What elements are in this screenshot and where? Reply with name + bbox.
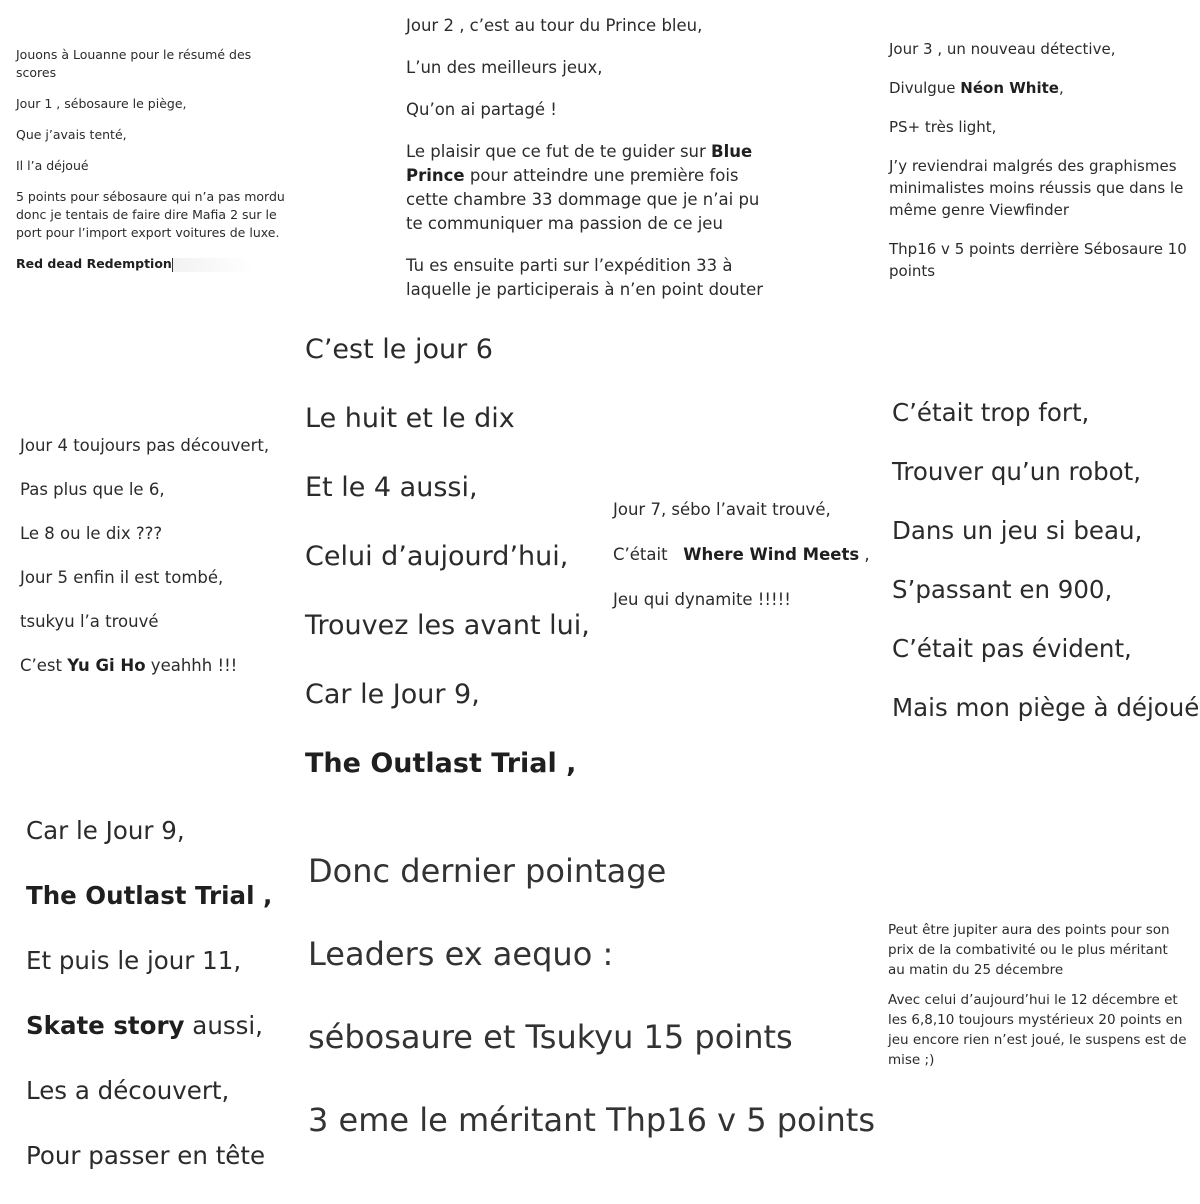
game-title: Yu Gi Ho (67, 656, 146, 675)
text-line: C’était trop fort, (892, 398, 1090, 427)
text-line: Il l’a déjoué (16, 158, 89, 173)
game-title-line (26, 879, 296, 913)
game-title: Skate story (26, 1011, 185, 1040)
text-line: tsukyu l’a trouvé (20, 612, 159, 631)
text-line: Jour 5 enfin il est tombé, (20, 568, 224, 587)
text-line: Car le Jour 9, (305, 679, 480, 710)
game-title: The Outlast Trial , (305, 748, 577, 779)
text-block-day2 (406, 14, 776, 320)
text-line: Jour 3 , un nouveau détective, (889, 40, 1116, 58)
game-title: Where Wind Meets (683, 545, 860, 564)
text-line: Pour passer en tête (26, 1141, 266, 1170)
text-block-robot (892, 396, 1200, 750)
text-block-day6 (305, 332, 615, 815)
scoreboard-line: Leaders ex aequo : (308, 935, 614, 973)
text-line: Jour 1 , sébosaure le piège, (16, 96, 187, 111)
text-run: aussi, (184, 1011, 263, 1040)
text-line: Le 8 ou le dix ??? (20, 524, 163, 543)
text-line: Trouver qu’un robot, (892, 457, 1142, 486)
game-title-line (16, 255, 286, 273)
paragraph: J’y reviendrai malgrés des graphismes minimalistes moins réussis que dans le même genre Viewfinder (889, 157, 1184, 219)
text-line: Celui d’aujourd’hui, (305, 541, 569, 572)
text-block-day1 (16, 46, 286, 286)
text-line: Et le 4 aussi, (305, 472, 478, 503)
text-line: Jour 2 , c’est au tour du Prince bleu, (406, 16, 703, 35)
text-run: Divulgue (889, 79, 961, 97)
text-line: C’était pas évident, (892, 634, 1132, 663)
text-line: PS+ très light, (889, 118, 997, 136)
text-block-day4-5 (20, 434, 290, 698)
text-line: Les a découvert, (26, 1076, 230, 1105)
text-block-scoreboard (308, 850, 878, 1182)
text-line: C’est le jour 6 (305, 334, 493, 365)
text-run: pour atteindre une première fois cette chambre 33 dommage que je n’ai pu te communiquer ma passion de ce jeu (406, 166, 760, 233)
paragraph (406, 140, 776, 236)
text-line: 5 points pour sébosaure qui n’a pas mordu donc je tentais de faire dire Mafia 2 sur le port pour l’import export voitures de luxe. (16, 189, 285, 240)
text-line: Jour 4 toujours pas découvert, (20, 436, 270, 455)
text-cursor-fade (172, 258, 253, 272)
text-line: Qu’on ai partagé ! (406, 100, 557, 119)
scoreboard-heading: Donc dernier pointage (308, 852, 667, 890)
scoreboard-line: 3 eme le méritant Thp16 v 5 points (308, 1101, 876, 1139)
text-line: L’un des meilleurs jeux, (406, 58, 603, 77)
text-run: Le plaisir que ce fut de te guider sur (406, 142, 712, 161)
text-line (889, 77, 1189, 99)
text-line (26, 1009, 296, 1043)
text-run: , (1058, 79, 1064, 97)
text-block-outro (888, 920, 1188, 1080)
text-line: Que j’avais tenté, (16, 127, 127, 142)
paragraph: Peut être jupiter aura des points pour son prix de la combativité ou le plus méritant au matin du 25 décembre (888, 922, 1170, 978)
intro-line: Jouons à Louanne pour le résumé des scores (16, 47, 252, 80)
text-line: Le huit et le dix (305, 403, 515, 434)
text-line: Car le Jour 9, (26, 816, 185, 845)
text-line: Jeu qui dynamite !!!!! (613, 590, 791, 609)
text-line: Pas plus que le 6, (20, 480, 165, 499)
text-block-day7 (613, 498, 883, 633)
text-run: yeahhh !!! (145, 656, 238, 675)
game-title: Red dead Redemption (16, 256, 172, 271)
text-line: Jour 7, sébo l’avait trouvé, (613, 500, 831, 519)
scoreboard-line: sébosaure et Tsukyu 15 points (308, 1018, 793, 1056)
text-run: C’est (20, 656, 68, 675)
score-line: Thp16 v 5 points derrière Sébosaure 10 points (889, 240, 1187, 280)
text-line: S’passant en 900, (892, 575, 1113, 604)
paragraph: Avec celui d’aujourd’hui le 12 décembre et les 6,8,10 toujours mystérieux 20 points en jeu encore rien n’est joué, le suspens est de mise ;) (888, 992, 1187, 1068)
text-line (20, 654, 290, 678)
game-title: Néon White (960, 79, 1059, 97)
text-block-day3 (889, 38, 1189, 299)
text-run: C’était (613, 545, 684, 564)
text-line: Trouvez les avant lui, (305, 610, 590, 641)
game-title-line (305, 746, 615, 782)
game-title: Blue Prince (406, 142, 753, 185)
text-line: Dans un jeu si beau, (892, 516, 1143, 545)
text-run: , (859, 545, 870, 564)
text-block-day9-11 (26, 814, 296, 1204)
text-line (613, 543, 883, 567)
game-title: The Outlast Trial , (26, 881, 273, 910)
paragraph: Tu es ensuite parti sur l’expédition 33 à laquelle je participerais à n’en point douter (406, 256, 764, 299)
text-line: Et puis le jour 11, (26, 946, 242, 975)
text-line: Mais mon piège à déjoué (892, 693, 1200, 722)
